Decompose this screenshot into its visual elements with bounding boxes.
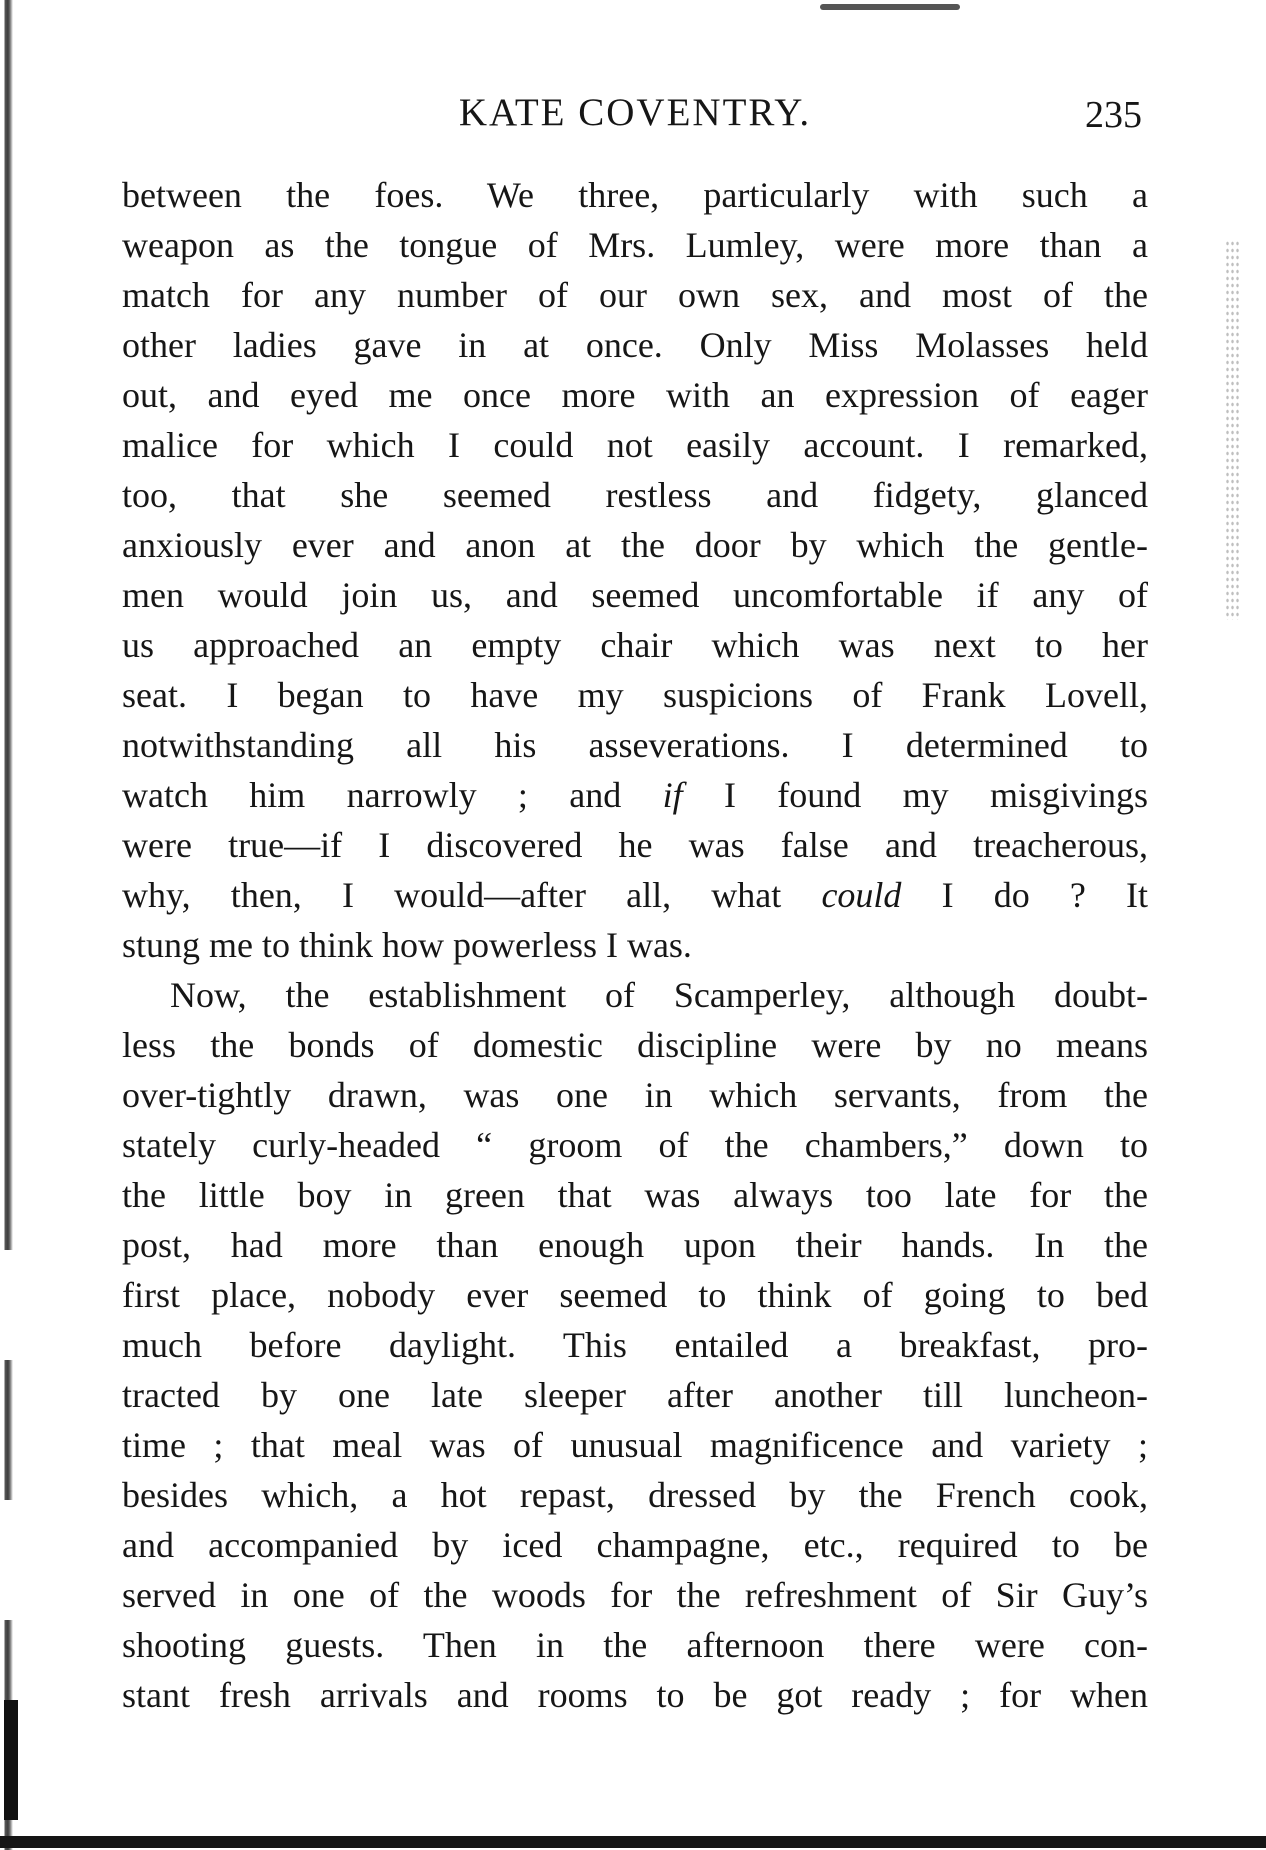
text-line: stately curly-headed “ groom of the chambers,” down to [122,1125,1148,1165]
scan-binding-gap [0,1500,16,1620]
text-line: us approached an empty chair which was next to her [122,625,1148,665]
text-line: other ladies gave in at once. Only Miss Molasses held [122,325,1148,365]
text-line: shooting guests. Then in the afternoon there were con- [122,1625,1148,1665]
paragraph-end-line: stung me to think how powerless I was. [122,925,692,965]
text-line: time ; that meal was of unusual magnificence and variety ; [122,1425,1148,1465]
text-segment: why, then, I would—after all, what [122,875,822,915]
text-line: out, and eyed me once more with an expression of eager [122,375,1148,415]
text-line: tracted by one late sleeper after another till luncheon- [122,1375,1148,1415]
text-line: over-tightly drawn, was one in which servants, from the [122,1075,1148,1115]
text-line-with-italic [122,870,1148,920]
text-line: too, that she seemed restless and fidgety, glanced [122,475,1148,515]
italic-word: could [821,875,902,915]
text-line: the little boy in green that was always too late for the [122,1175,1148,1215]
text-line: malice for which I could not easily account. I remarked, [122,425,1148,465]
running-title: KATE COVENTRY. [458,91,812,134]
text-line: weapon as the tongue of Mrs. Lumley, were more than a [122,225,1148,265]
scan-binding-gap [0,1250,16,1360]
text-line: notwithstanding all his asseverations. I determined to [122,725,1148,765]
scan-ink-blot [4,1700,18,1820]
text-line: and accompanied by iced champagne, etc., required to be [122,1525,1148,1565]
text-line: anxiously ever and anon at the door by which the gentle- [122,525,1148,565]
text-line: besides which, a hot repast, dressed by the French cook, [122,1475,1148,1515]
paragraph-start-line: Now, the establishment of Scamperley, although doubt- [170,975,1148,1015]
text-line: stant fresh arrivals and rooms to be got ready ; for when [122,1675,1148,1715]
text-line: post, had more than enough upon their hands. In the [122,1225,1148,1265]
scan-bottom-edge [0,1836,1266,1848]
page-header [122,88,1148,138]
text-line: first place, nobody ever seemed to think of going to bed [122,1275,1148,1315]
text-segment: I found my misgivings [682,775,1148,815]
body-text [122,170,1148,1720]
text-segment: I do ? It [901,875,1148,915]
text-line: seat. I began to have my suspicions of Frank Lovell, [122,675,1148,715]
page-number: 235 [1085,94,1142,136]
text-line: served in one of the woods for the refreshment of Sir Guy’s [122,1575,1148,1615]
scan-smudge [820,4,960,10]
text-line-with-italic [122,770,1148,820]
text-line: were true—if I discovered he was false and treacherous, [122,825,1148,865]
text-line: much before daylight. This entailed a breakfast, pro- [122,1325,1148,1365]
text-line: men would join us, and seemed uncomfortable if any of [122,575,1148,615]
italic-word: if [662,775,683,815]
text-segment: watch him narrowly ; and [122,775,663,815]
text-line: match for any number of our own sex, and most of the [122,275,1148,315]
scan-speckle [1225,240,1239,620]
text-line: between the foes. We three, particularly with such a [122,175,1148,215]
text-line: less the bonds of domestic discipline were by no means [122,1025,1148,1065]
